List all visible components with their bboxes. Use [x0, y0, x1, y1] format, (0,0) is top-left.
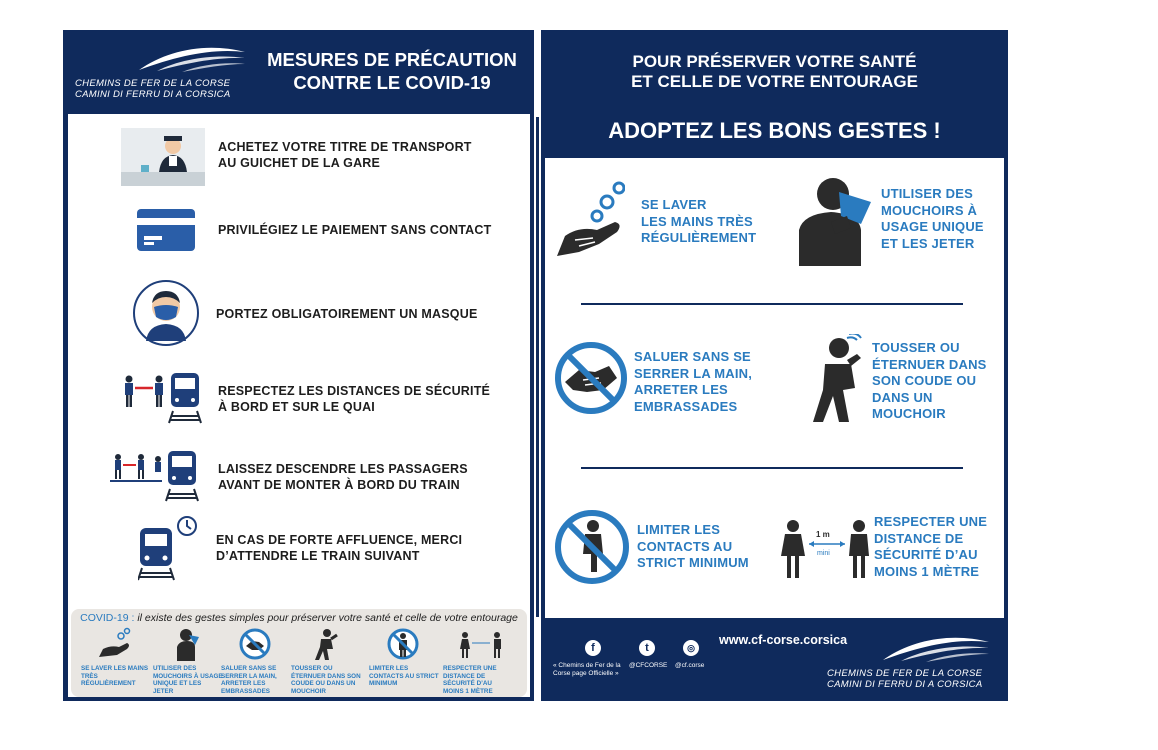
gesture-wash-line-3: RÉGULIÈREMENT — [641, 230, 757, 245]
distance-train-icon — [123, 371, 203, 425]
no-handshake-icon — [237, 627, 273, 661]
left-right-rule — [536, 117, 539, 617]
wash-hands-icon — [97, 627, 133, 661]
wash-hands-icon — [553, 178, 625, 260]
gesture-greet-line-3: ARRETER LES — [634, 382, 728, 397]
logo-line-1: CHEMINS DE FER DE LA CORSE — [75, 78, 231, 89]
measure-distance-line-1: RESPECTEZ LES DISTANCES DE SÉCURITÉ — [218, 384, 491, 398]
measure-next-train-line-2: D’ATTENDRE LE TRAIN SUIVANT — [216, 549, 420, 563]
website-link[interactable]: www.cf-corse.corsica — [719, 633, 848, 647]
instagram-label[interactable]: @cf.corse — [675, 662, 705, 669]
strip-item-distance-label: RESPECTER UNE DISTANCE DE SÉCURITÉ D’AU MOINS 1 MÈTRE — [443, 665, 497, 695]
gesture-wash-line-1: SE LAVER — [641, 197, 707, 212]
card-icon — [136, 208, 196, 252]
left-title-line-1: MESURES DE PRÉCAUTION — [267, 49, 517, 70]
gesture-tissue-line-3: USAGE UNIQUE — [881, 219, 984, 234]
tissue-icon — [795, 176, 875, 266]
gesture-cough-line-1: TOUSSER OU — [872, 340, 960, 355]
distance-1m-label: 1 m — [816, 530, 830, 539]
left-header — [63, 30, 534, 112]
gesture-tissue-line-4: ET LES JETER — [881, 235, 975, 251]
left-title-line-2: CONTRE LE COVID-19 — [293, 72, 491, 93]
right-title — [541, 52, 1008, 92]
strip-item-contact-label: LIMITER LES CONTACTS AU STRICT MINIMUM — [369, 665, 439, 687]
gesture-cough-line-3: SON COUDE OU — [872, 373, 977, 388]
measure-ticket-line-1: ACHETEZ VOTRE TITRE DE TRANSPORT — [218, 140, 472, 154]
strip-caption — [71, 612, 527, 624]
gesture-wash-text — [641, 197, 756, 247]
measure-passengers-line-2: AVANT DE MONTER À BORD DU TRAIN — [218, 478, 460, 492]
distance-icon — [459, 627, 503, 661]
gesture-greet-line-2: SERRER LA MAIN, — [634, 365, 753, 381]
gesture-greet-line-4: EMBRASSADES — [634, 398, 738, 414]
distance-mini-label: mini — [817, 550, 830, 557]
measure-ticket-text — [218, 139, 472, 171]
measure-passengers-line-1: LAISSEZ DESCENDRE LES PASSAGERS — [218, 462, 468, 476]
measure-mask-line-1: PORTEZ OBLIGATOIREMENT UN MASQUE — [216, 307, 478, 321]
gesture-greet-line-1: SALUER SANS SE — [634, 349, 751, 364]
gesture-contact-line-3: STRICT MINIMUM — [637, 555, 749, 570]
instagram-icon[interactable]: ◎ — [683, 640, 699, 656]
measure-next-train-text — [216, 532, 462, 564]
separator-1 — [581, 303, 963, 305]
right-poster — [541, 30, 1008, 701]
separator-2 — [581, 467, 963, 469]
gesture-cough-line-2: ÉTERNUER DANS — [872, 356, 987, 372]
measure-distance-text — [218, 383, 490, 415]
gesture-distance-line-3: SÉCURITÉ D’AU — [874, 547, 978, 562]
measure-ticket — [68, 126, 530, 186]
gesture-cough-line-5: MOUCHOIR — [872, 406, 946, 421]
measure-distance-line-2: À BORD ET SUR LE QUAI — [218, 400, 375, 414]
gesture-contact-text — [637, 522, 749, 572]
measure-card-line-1: PRIVILÉGIEZ LE PAIEMENT SANS CONTACT — [218, 223, 492, 237]
strip-caption-prefix: COVID-19 : — [80, 612, 135, 624]
logo-swoosh-icon — [881, 634, 991, 664]
right-title-line-2: ET CELLE DE VOTRE ENTOURAGE — [631, 72, 918, 91]
gesture-distance-line-2: DISTANCE DE — [874, 530, 964, 546]
twitter-icon[interactable]: t — [639, 640, 655, 656]
gesture-cough-text — [872, 340, 987, 423]
cfc-logo — [73, 44, 253, 104]
strip-item-greet-label: SALUER SANS SE SERRER LA MAIN, ARRETER LES EMBRASSADES — [221, 665, 277, 695]
measure-passengers — [68, 449, 530, 505]
measure-passengers-text — [218, 461, 468, 493]
gesture-distance-line-4: MOINS 1 MÈTRE — [874, 563, 980, 579]
gesture-distance-line-1: RESPECTER UNE — [874, 514, 988, 529]
gesture-cough-line-4: DANS UN — [872, 389, 933, 405]
passengers-train-icon — [110, 449, 200, 503]
right-title-line-1: POUR PRÉSERVER VOTRE SANTÉ — [632, 52, 917, 71]
footer-logo-line-2: CAMINI DI FERRU DI A CORSICA — [827, 679, 983, 690]
left-poster — [63, 30, 534, 701]
measure-next-train — [68, 516, 530, 582]
measure-ticket-line-2: AU GUICHET DE LA GARE — [218, 156, 381, 170]
no-contact-icon — [553, 508, 631, 586]
gesture-contact-line-1: LIMITER LES — [637, 522, 721, 537]
ticket-counter-icon — [121, 128, 205, 186]
gesture-contact-line-2: CONTACTS AU — [637, 538, 733, 554]
strip-item-cough-label: TOUSSER OU ÉTERNUER DANS SON COUDE OU DANS UN MOUCHOIR — [291, 665, 361, 695]
no-handshake-icon — [553, 340, 629, 416]
left-title — [253, 48, 531, 94]
gesture-tissue-line-1: UTILISER DES — [881, 186, 973, 201]
gesture-tissue-line-2: MOUCHOIRS À — [881, 202, 978, 218]
measure-card — [68, 206, 530, 256]
facebook-icon[interactable]: f — [585, 640, 601, 656]
logo-line-2: CAMINI DI FERRU DI A CORSICA — [75, 89, 231, 100]
measure-mask — [68, 279, 530, 349]
measure-mask-text — [216, 306, 478, 322]
twitter-label[interactable]: @CFCORSE — [629, 662, 668, 669]
cough-elbow-icon — [307, 627, 343, 661]
gesture-distance-text — [874, 514, 987, 580]
strip-caption-text: il existe des gestes simples pour préserver votre santé et celle de votre entourage — [134, 612, 518, 624]
strip-item-tissue-label: UTILISER DES MOUCHOIRS À USAGE UNIQUE ET LES JETER — [153, 665, 223, 695]
gestures-strip — [71, 609, 527, 697]
strip-item-wash-label: SE LAVER LES MAINS TRÈS RÉGULIÈREMENT — [81, 665, 149, 687]
gesture-wash-line-2: LES MAINS TRÈS — [641, 213, 753, 229]
measure-next-train-line-1: EN CAS DE FORTE AFFLUENCE, MERCI — [216, 533, 463, 547]
right-gestures-panel — [545, 158, 1004, 618]
measure-distance — [68, 369, 530, 425]
footer-logo-line-1: CHEMINS DE FER DE LA CORSE — [827, 668, 983, 679]
distance-icon — [779, 518, 871, 580]
footer-logo — [825, 634, 1005, 694]
tissue-icon — [169, 627, 205, 661]
right-subtitle: ADOPTEZ LES BONS GESTES ! — [608, 118, 941, 143]
gesture-greet-text — [634, 349, 752, 415]
cough-elbow-icon — [807, 334, 865, 424]
logo-swoosh-icon — [137, 44, 247, 74]
facebook-label[interactable]: « Chemins de Fer de la Corse page Officielle » — [553, 662, 621, 677]
gesture-tissue-text — [881, 186, 984, 252]
train-clock-icon — [138, 516, 200, 582]
no-contact-icon — [385, 627, 421, 661]
measure-card-text — [218, 222, 491, 238]
mask-icon — [132, 279, 200, 347]
